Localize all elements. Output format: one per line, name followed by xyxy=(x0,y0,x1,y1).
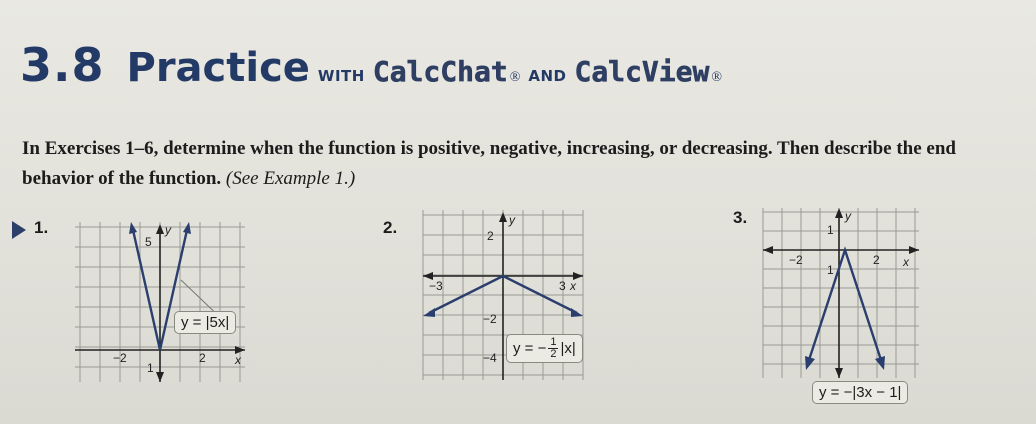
equation-prefix: y = − xyxy=(513,340,547,357)
and-label: AND xyxy=(528,67,567,85)
exercise-3-equation: y = −|3x − 1| xyxy=(812,381,908,404)
y-axis-label: y xyxy=(845,209,851,223)
calcchat-logo[interactable]: CalcChat xyxy=(372,55,508,88)
y-axis-label: y xyxy=(509,213,515,227)
y-tick-label: 1 xyxy=(827,223,834,237)
registered-mark: ® xyxy=(509,70,521,85)
x-axis-label: x xyxy=(235,353,241,367)
y-tick-label: −4 xyxy=(483,351,497,365)
exercise-1-label: 1. xyxy=(34,218,49,237)
calcview-logo[interactable]: CalcView xyxy=(574,55,710,88)
exercise-3-label: 3. xyxy=(733,208,748,227)
x-axis-label: x xyxy=(903,255,909,269)
example-reference: (See Example 1.) xyxy=(225,168,356,189)
equation-suffix: |x| xyxy=(560,340,576,357)
y-axis-label: y xyxy=(165,223,171,237)
exercise-2-equation xyxy=(506,334,583,363)
exercise-3-graph xyxy=(763,208,919,378)
instructions-text: In Exercises 1–6, determine when the function is positive, negative, increasing, or decreasing. Then describe the end behavior of the function. xyxy=(22,138,956,189)
fraction-numerator: 1 xyxy=(550,336,557,348)
x-tick-label: 2 xyxy=(873,253,880,267)
y-tick-label: 2 xyxy=(487,229,494,243)
x-tick-label: 1 xyxy=(827,263,834,277)
x-tick-label: 3 xyxy=(559,279,566,293)
section-number: 3.8 xyxy=(20,38,105,92)
exercise-instructions xyxy=(22,134,1012,194)
x-tick-label: 2 xyxy=(199,351,206,365)
section-title: Practice xyxy=(126,45,310,91)
section-heading xyxy=(20,38,722,104)
exercise-1-graph xyxy=(75,222,245,382)
x-tick-label: 1 xyxy=(147,361,154,375)
exercise-1-equation: y = |5x| xyxy=(174,311,236,334)
x-axis-label: x xyxy=(570,279,576,293)
x-tick-label: −2 xyxy=(113,351,127,365)
with-label: WITH xyxy=(317,67,365,85)
fraction-denominator: 2 xyxy=(550,348,557,360)
exercise-2-label: 2. xyxy=(383,218,398,237)
x-tick-label: −2 xyxy=(789,253,803,267)
x-tick-label: −3 xyxy=(429,279,443,293)
fraction xyxy=(548,337,558,360)
y-tick-label: 5 xyxy=(145,235,152,249)
y-tick-label: −2 xyxy=(483,312,497,326)
highlight-arrow-icon xyxy=(12,221,26,239)
registered-mark: ® xyxy=(711,70,722,85)
